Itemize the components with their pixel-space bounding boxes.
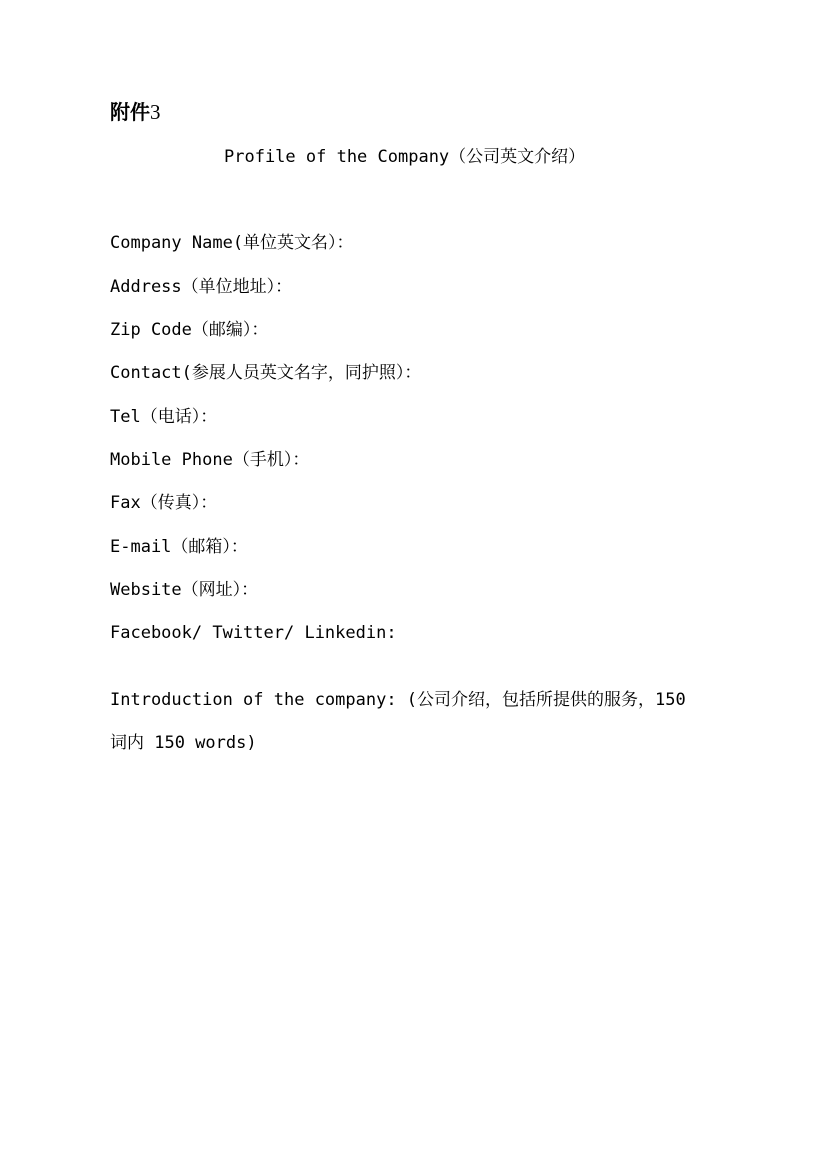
introduction-paragraph xyxy=(110,679,720,765)
attachment-label: 附件 xyxy=(110,100,150,124)
zip-code-field: Zip Code（邮编）： xyxy=(110,320,269,340)
attachment-number: 3 xyxy=(150,100,161,124)
page-title: Profile of the Company（公司英文介绍） xyxy=(224,147,586,167)
social-media-field: Facebook/ Twitter/ Linkedin: xyxy=(110,623,397,643)
tel-field: Tel（电话）： xyxy=(110,407,218,427)
email-field: E-mail（邮箱）： xyxy=(110,537,248,557)
introduction-line-1: Introduction of the company: (公司介绍，包括所提供的服务，150 xyxy=(110,690,686,710)
address-field: Address（单位地址）： xyxy=(110,277,293,297)
company-name-field: Company Name(单位英文名）： xyxy=(110,233,354,253)
attachment-heading xyxy=(110,98,161,126)
website-field: Website（网址）： xyxy=(110,580,259,600)
contact-field: Contact(参展人员英文名字，同护照）： xyxy=(110,363,422,383)
introduction-line-2: 词内 150 words) xyxy=(110,733,257,753)
mobile-phone-field: Mobile Phone（手机）： xyxy=(110,450,310,470)
fax-field: Fax（传真）： xyxy=(110,493,218,513)
